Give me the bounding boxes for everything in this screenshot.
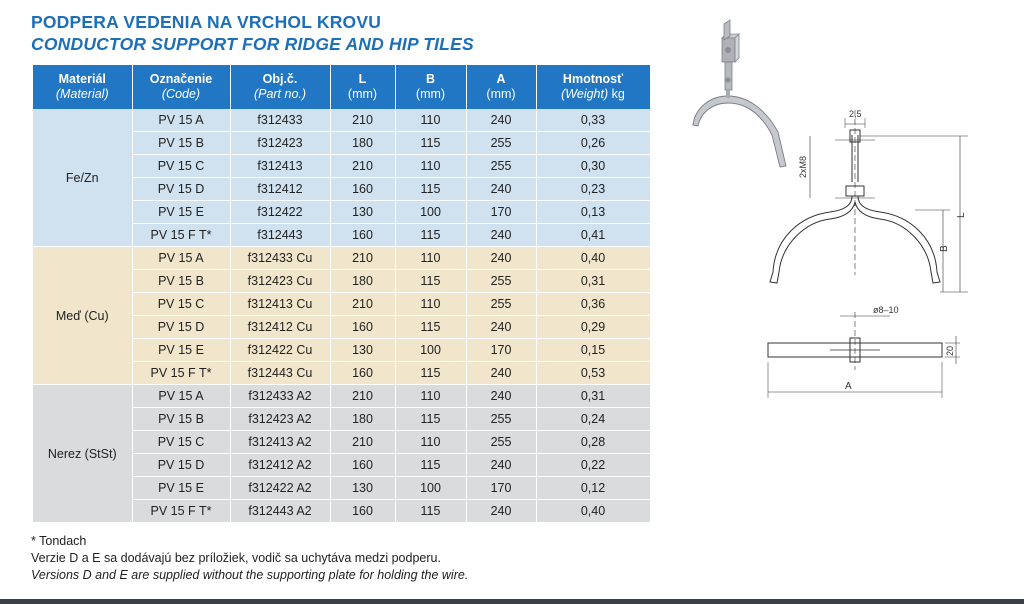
table-cell: 100 (395, 339, 466, 362)
footnote: * Tondach (31, 534, 87, 548)
table-cell: 115 (395, 500, 466, 523)
table-cell: 0,23 (536, 178, 650, 201)
group-fezn (33, 109, 650, 247)
table-cell: 240 (466, 362, 536, 385)
table-cell: 0,41 (536, 224, 650, 247)
table-cell: PV 15 C (132, 293, 230, 316)
dim-thickness: 2,5 (849, 109, 862, 119)
table-cell: 160 (330, 224, 395, 247)
table-cell: PV 15 B (132, 408, 230, 431)
table-cell: PV 15 F T* (132, 500, 230, 523)
table-cell: 0,15 (536, 339, 650, 362)
table-cell: 130 (330, 477, 395, 500)
table-cell: PV 15 F T* (132, 362, 230, 385)
table-cell: 110 (395, 431, 466, 454)
table-cell: 0,26 (536, 132, 650, 155)
table-cell: PV 15 D (132, 178, 230, 201)
table-cell: 110 (395, 385, 466, 408)
dim-bolt: 2xM8 (798, 155, 808, 178)
table-cell: 210 (330, 431, 395, 454)
table-cell: 0,31 (536, 385, 650, 408)
table-cell: PV 15 B (132, 132, 230, 155)
table-row (33, 247, 650, 270)
table-cell: PV 15 E (132, 201, 230, 224)
table-cell: PV 15 E (132, 477, 230, 500)
spec-table (33, 65, 651, 523)
table-cell: 240 (466, 385, 536, 408)
table-cell: 0,36 (536, 293, 650, 316)
table-cell: f312423 A2 (230, 408, 330, 431)
table-cell: f312433 (230, 109, 330, 132)
table-cell: PV 15 A (132, 385, 230, 408)
table-cell: 0,28 (536, 431, 650, 454)
dim-length: L (956, 212, 967, 218)
table-cell: PV 15 B (132, 270, 230, 293)
table-cell: 240 (466, 178, 536, 201)
title-english: CONDUCTOR SUPPORT FOR RIDGE AND HIP TILES (31, 34, 474, 54)
table-cell: 255 (466, 132, 536, 155)
table-cell: 100 (395, 201, 466, 224)
table-cell: 210 (330, 247, 395, 270)
table-cell: 0,40 (536, 247, 650, 270)
table-cell: 0,53 (536, 362, 650, 385)
material-cell: Nerez (StSt) (33, 385, 132, 523)
table-cell: 110 (395, 247, 466, 270)
table-cell: 0,29 (536, 316, 650, 339)
technical-drawing (660, 0, 1000, 400)
table-cell: PV 15 E (132, 339, 230, 362)
note-slovak: Verzie D a E sa dodávajú bez príložiek, vodič sa uchytáva medzi podperu. (31, 551, 441, 565)
col-header: B (mm) (395, 65, 466, 109)
table-header-row (33, 65, 650, 109)
table-cell: 255 (466, 270, 536, 293)
table-cell: 210 (330, 109, 395, 132)
title-slovak: PODPERA VEDENIA NA VRCHOL KROVU (31, 12, 382, 32)
table-cell: 240 (466, 500, 536, 523)
table-cell: 0,22 (536, 454, 650, 477)
table-cell: f312443 Cu (230, 362, 330, 385)
material-cell: Meď (Cu) (33, 247, 132, 385)
table-cell: 160 (330, 362, 395, 385)
table-cell: 130 (330, 339, 395, 362)
table-cell: 0,12 (536, 477, 650, 500)
table-cell: 110 (395, 109, 466, 132)
table-cell: 115 (395, 362, 466, 385)
table-cell: 115 (395, 132, 466, 155)
table-row (33, 109, 650, 132)
table-cell: 255 (466, 293, 536, 316)
table-cell: 240 (466, 224, 536, 247)
side-view-drawing (770, 110, 968, 292)
table-cell: 240 (466, 109, 536, 132)
table-cell: PV 15 D (132, 316, 230, 339)
group-stainless (33, 385, 650, 523)
table-cell: f312422 A2 (230, 477, 330, 500)
dim-height: B (939, 245, 950, 252)
table-cell: f312423 Cu (230, 270, 330, 293)
table-cell: 110 (395, 293, 466, 316)
notes (31, 533, 468, 584)
table-cell: f312412 Cu (230, 316, 330, 339)
support-3d-illustration (693, 20, 786, 167)
table-cell: 210 (330, 155, 395, 178)
table-cell: 210 (330, 293, 395, 316)
table-cell: PV 15 F T* (132, 224, 230, 247)
footer-bar (0, 599, 1024, 604)
table-cell: f312443 A2 (230, 500, 330, 523)
table-cell: 255 (466, 431, 536, 454)
dim-width-a: A (845, 381, 852, 392)
table-cell: f312422 (230, 201, 330, 224)
table-cell: PV 15 D (132, 454, 230, 477)
table-cell: f312433 A2 (230, 385, 330, 408)
table-cell: 110 (395, 155, 466, 178)
table-cell: 115 (395, 316, 466, 339)
table-cell: 115 (395, 224, 466, 247)
table-cell: 0,31 (536, 270, 650, 293)
table-cell: f312412 (230, 178, 330, 201)
material-cell: Fe/Zn (33, 109, 132, 247)
col-header: Hmotnosť (Weight) kg (536, 65, 650, 109)
table-cell: 0,40 (536, 500, 650, 523)
table-cell: 180 (330, 408, 395, 431)
table-cell: 160 (330, 454, 395, 477)
col-header: A (mm) (466, 65, 536, 109)
table-cell: f312413 Cu (230, 293, 330, 316)
table-cell: 240 (466, 316, 536, 339)
table-cell: PV 15 C (132, 431, 230, 454)
dim-width-20: 20 (945, 345, 955, 356)
table-cell: 115 (395, 454, 466, 477)
col-header: L (mm) (330, 65, 395, 109)
table-cell: 240 (466, 454, 536, 477)
table-cell: 115 (395, 408, 466, 431)
table-cell: f312433 Cu (230, 247, 330, 270)
table-cell: 0,30 (536, 155, 650, 178)
table-row (33, 385, 650, 408)
table-cell: f312423 (230, 132, 330, 155)
col-header: Materiál (Material) (33, 65, 132, 109)
table-cell: f312413 (230, 155, 330, 178)
table-cell: f312443 (230, 224, 330, 247)
table-cell: 0,13 (536, 201, 650, 224)
table-cell: 180 (330, 132, 395, 155)
table-cell: f312413 A2 (230, 431, 330, 454)
table-cell: 115 (395, 270, 466, 293)
table-cell: 170 (466, 339, 536, 362)
table-cell: 255 (466, 155, 536, 178)
dim-hole: ø8–10 (873, 305, 899, 315)
table-cell: 160 (330, 178, 395, 201)
table-cell: PV 15 A (132, 247, 230, 270)
col-header: Označenie (Code) (132, 65, 230, 109)
table-cell: 0,33 (536, 109, 650, 132)
table-cell: f312412 A2 (230, 454, 330, 477)
table-cell: 0,24 (536, 408, 650, 431)
note-english: Versions D and E are supplied without the supporting plate for holding the wire. (31, 568, 469, 582)
table-cell: 170 (466, 201, 536, 224)
table-cell: f312422 Cu (230, 339, 330, 362)
table-cell: 130 (330, 201, 395, 224)
table-cell: 100 (395, 477, 466, 500)
bottom-view-drawing (768, 312, 960, 398)
table-cell: 170 (466, 477, 536, 500)
group-copper (33, 247, 650, 385)
table-cell: 160 (330, 500, 395, 523)
table-cell: 115 (395, 178, 466, 201)
table-cell: PV 15 C (132, 155, 230, 178)
table-cell: 180 (330, 270, 395, 293)
col-header: Obj.č. (Part no.) (230, 65, 330, 109)
table-cell: 240 (466, 247, 536, 270)
table-cell: 160 (330, 316, 395, 339)
table-cell: 255 (466, 408, 536, 431)
table-cell: PV 15 A (132, 109, 230, 132)
table-cell: 210 (330, 385, 395, 408)
